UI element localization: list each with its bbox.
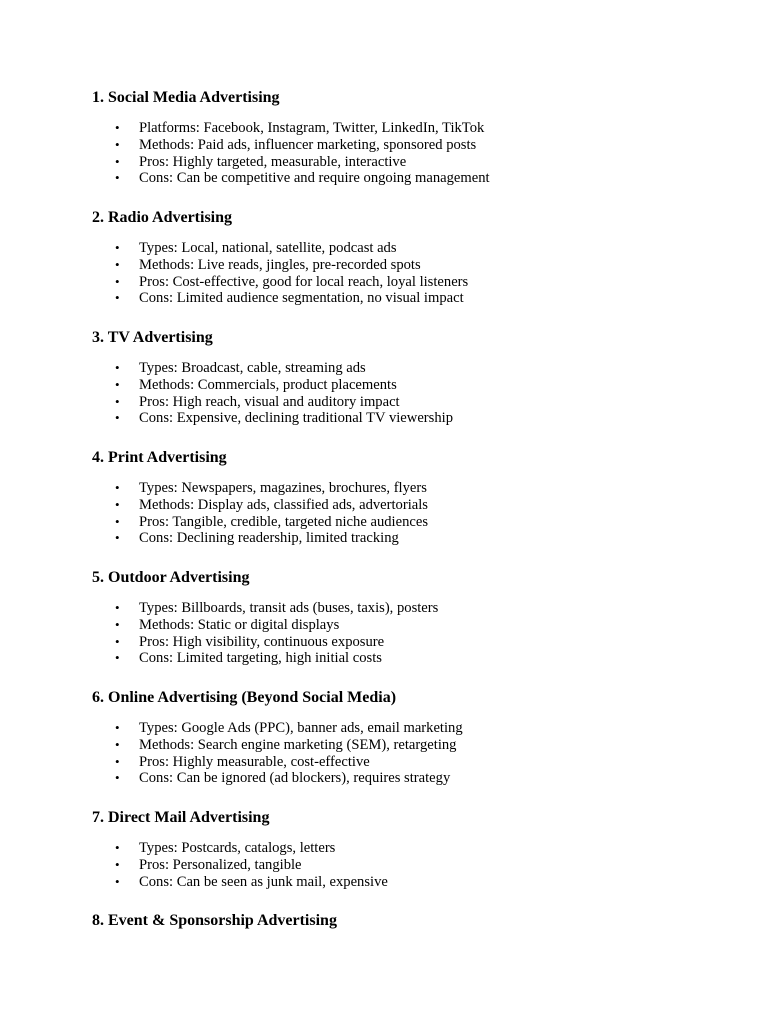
- bullet-icon: •: [115, 410, 120, 426]
- list-item-text: Cons: Expensive, declining traditional TV viewership: [139, 410, 453, 427]
- list-item-text: Cons: Limited audience segmentation, no visual impact: [139, 290, 464, 307]
- bullet-icon: •: [115, 770, 120, 786]
- list-item-text: Pros: Highly measurable, cost-effective: [139, 753, 370, 770]
- list-item: [92, 377, 453, 394]
- bullet-icon: •: [115, 240, 120, 255]
- section-heading: 6. Online Advertising (Beyond Social Media): [92, 689, 397, 706]
- bullet-icon: •: [115, 273, 120, 289]
- section-online: [92, 688, 732, 787]
- section-tv: [92, 328, 732, 427]
- list-item-text: Cons: Limited targeting, high initial costs: [139, 650, 382, 667]
- list-item-text: Types: Google Ads (PPC), banner ads, email marketing: [139, 720, 463, 736]
- list-item: [92, 634, 438, 651]
- bullet-icon: •: [115, 393, 120, 409]
- list-item: [92, 514, 428, 531]
- list-item-text: Types: Postcards, catalogs, letters: [139, 840, 336, 856]
- list-item: [92, 154, 490, 171]
- bullet-icon: •: [115, 376, 120, 392]
- list-item: [92, 170, 490, 187]
- list-item-text: Platforms: Facebook, Instagram, Twitter, LinkedIn, TikTok: [139, 120, 485, 136]
- list-item: [92, 617, 438, 634]
- list-item: [92, 770, 463, 787]
- bullet-icon: •: [115, 530, 120, 546]
- section-heading: 5. Outdoor Advertising: [92, 569, 250, 586]
- bullet-icon: •: [115, 736, 120, 752]
- bullet-icon: •: [115, 600, 120, 615]
- list-item: [92, 497, 428, 514]
- list-item-text: Types: Broadcast, cable, streaming ads: [139, 360, 366, 376]
- bullet-icon: •: [115, 720, 120, 735]
- bullet-list: [92, 600, 438, 667]
- list-item-text: Pros: Highly targeted, measurable, interactive: [139, 153, 407, 170]
- list-item: [92, 600, 438, 617]
- section-radio: [92, 208, 732, 307]
- list-item: [92, 257, 468, 274]
- bullet-icon: •: [115, 856, 120, 872]
- list-item-text: Cons: Can be seen as junk mail, expensive: [139, 873, 388, 890]
- bullet-icon: •: [115, 616, 120, 632]
- section-heading: 4. Print Advertising: [92, 449, 227, 466]
- bullet-icon: •: [115, 256, 120, 272]
- section-social-media: [92, 88, 732, 187]
- bullet-icon: •: [115, 360, 120, 375]
- bullet-icon: •: [115, 650, 120, 666]
- bullet-icon: •: [115, 153, 120, 169]
- list-item: [92, 530, 428, 547]
- section-print: [92, 448, 732, 547]
- list-item-text: Pros: High reach, visual and auditory impact: [139, 393, 400, 410]
- list-item: [92, 857, 388, 874]
- list-item: [92, 240, 468, 257]
- list-item: [92, 737, 463, 754]
- bullet-icon: •: [115, 873, 120, 889]
- list-item: [92, 650, 438, 667]
- list-item-text: Types: Newspapers, magazines, brochures, flyers: [139, 480, 427, 496]
- list-item-text: Methods: Paid ads, influencer marketing, sponsored posts: [139, 136, 477, 153]
- bullet-icon: •: [115, 290, 120, 306]
- list-item-text: Cons: Declining readership, limited tracking: [139, 530, 399, 547]
- bullet-icon: •: [115, 136, 120, 152]
- list-item-text: Types: Billboards, transit ads (buses, taxis), posters: [139, 600, 439, 616]
- list-item: [92, 410, 453, 427]
- bullet-list: [92, 720, 463, 787]
- list-item: [92, 137, 490, 154]
- bullet-icon: •: [115, 840, 120, 855]
- section-outdoor: [92, 568, 732, 667]
- bullet-icon: •: [115, 120, 120, 135]
- section-heading: 7. Direct Mail Advertising: [92, 809, 270, 826]
- section-heading: 8. Event & Sponsorship Advertising: [92, 912, 337, 929]
- list-item: [92, 874, 388, 891]
- list-item-text: Types: Local, national, satellite, podcast ads: [139, 240, 397, 256]
- list-item-text: Cons: Can be competitive and require ongoing management: [139, 170, 490, 187]
- list-item: [92, 720, 463, 737]
- list-item-text: Pros: Personalized, tangible: [139, 856, 302, 873]
- list-item-text: Pros: Tangible, credible, targeted niche audiences: [139, 513, 428, 530]
- bullet-icon: •: [115, 480, 120, 495]
- bullet-list: [92, 360, 453, 427]
- list-item-text: Methods: Static or digital displays: [139, 616, 340, 633]
- list-item: [92, 290, 468, 307]
- bullet-icon: •: [115, 513, 120, 529]
- bullet-list: [92, 120, 490, 187]
- section-event-sponsorship: [92, 911, 732, 931]
- section-direct-mail: [92, 808, 732, 890]
- list-item-text: Methods: Live reads, jingles, pre-recorded spots: [139, 256, 421, 273]
- list-item-text: Methods: Search engine marketing (SEM), retargeting: [139, 736, 457, 753]
- list-item-text: Methods: Display ads, classified ads, advertorials: [139, 496, 428, 513]
- list-item: [92, 120, 490, 137]
- list-item-text: Methods: Commercials, product placements: [139, 376, 397, 393]
- list-item: [92, 480, 428, 497]
- list-item: [92, 394, 453, 411]
- list-item-text: Cons: Can be ignored (ad blockers), requires strategy: [139, 770, 451, 787]
- list-item: [92, 754, 463, 771]
- bullet-icon: •: [115, 633, 120, 649]
- bullet-icon: •: [115, 170, 120, 186]
- list-item-text: Pros: High visibility, continuous exposure: [139, 633, 385, 650]
- list-item-text: Pros: Cost-effective, good for local reach, loyal listeners: [139, 273, 469, 290]
- section-heading: 2. Radio Advertising: [92, 209, 233, 226]
- bullet-list: [92, 480, 428, 547]
- list-item: [92, 274, 468, 291]
- list-item: [92, 840, 388, 857]
- list-item: [92, 360, 453, 377]
- bullet-list: [92, 840, 388, 890]
- section-heading: 1. Social Media Advertising: [92, 89, 280, 106]
- bullet-icon: •: [115, 496, 120, 512]
- section-heading: 3. TV Advertising: [92, 329, 213, 346]
- bullet-icon: •: [115, 753, 120, 769]
- bullet-list: [92, 240, 468, 307]
